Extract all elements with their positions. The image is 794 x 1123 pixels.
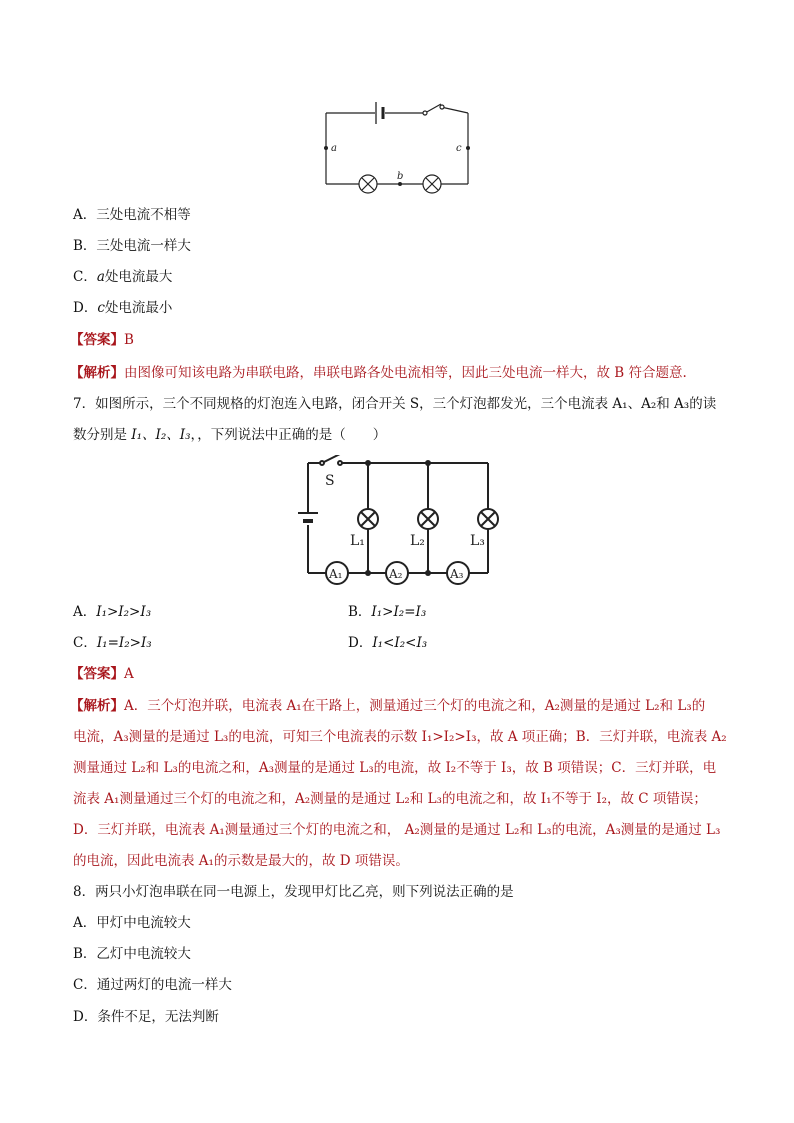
q6-option-b: B．三处电流一样大 — [73, 238, 191, 254]
switch-icon — [320, 455, 342, 465]
point-label-c: c — [456, 143, 462, 154]
switch-label: S — [325, 473, 335, 489]
q6-option-d: D．c处电流最小 — [73, 300, 173, 316]
lamp-label-l2: L₂ — [410, 533, 425, 549]
q7-option-d: D．I₁<I₂<I₃ — [348, 635, 428, 651]
point-label-a: a — [331, 143, 337, 154]
series-circuit-diagram — [318, 98, 478, 194]
switch-icon — [423, 104, 444, 115]
q7-analysis-line5: D．三灯并联，电流表 A₁测量通过三个灯的电流之和， A₂测量的是通过 L₂和 L₃的电流，A₃测量的是通过 L₃ — [73, 822, 721, 838]
q7-option-b: B．I₁>I₂=I₃ — [348, 604, 427, 620]
q6-option-c: C．a处电流最大 — [73, 269, 173, 285]
q7-answer: 【答案】A — [70, 666, 134, 682]
ammeter-label-a1: A₁ — [329, 567, 343, 581]
ammeter-label-a3: A₃ — [450, 567, 464, 581]
q8-option-c: C．通过两灯的电流一样大 — [73, 977, 232, 993]
q7-analysis-line6: 的电流，因此电流表 A₁的示数是最大的，故 D 项错误。 — [73, 853, 409, 869]
q7-analysis-line1: 【解析】A．三个灯泡并联，电流表 A₁在干路上，测量通过三个灯的电流之和，A₂测量的是通过 L₂和 L₃的 — [70, 698, 706, 714]
battery-icon — [376, 102, 383, 124]
battery-icon — [298, 513, 318, 521]
ammeter-label-a2: A₂ — [389, 567, 403, 581]
q7-stem-line2: 数分别是 I₁、I₂、I₃，，下列说法中正确的是（ ） — [73, 427, 387, 443]
q8-option-a: A．甲灯中电流较大 — [73, 915, 191, 931]
q7-option-a: A．I₁>I₂>I₃ — [73, 604, 152, 620]
lamp-icon — [478, 509, 498, 529]
point-label-b: b — [397, 171, 404, 182]
q7-stem-line1: 7．如图所示，三个不同规格的灯泡连入电路，闭合开关 S，三个灯泡都发光，三个电流表 A₁、A₂和 A₃的读 — [73, 396, 717, 412]
q8-stem: 8．两只小灯泡串联在同一电源上，发现甲灯比乙亮，则下列说法正确的是 — [73, 884, 514, 900]
lamp-label-l3: L₃ — [470, 533, 485, 549]
q7-analysis-line4: 流表 A₁测量通过三个灯的电流之和，A₂测量的是通过 L₂和 L₃的电流之和，故 I₁不等于 I₂，故 C 项错误； — [73, 791, 707, 807]
q6-answer: 【答案】B — [70, 332, 134, 348]
lamp-icon — [418, 509, 438, 529]
parallel-circuit-diagram — [290, 455, 500, 585]
lamp-icon — [423, 175, 441, 193]
q6-option-a: A．三处电流不相等 — [73, 207, 191, 223]
q6-analysis: 【解析】由图像可知该电路为串联电路，串联电路各处电流相等，因此三处电流一样大，故 B 符合题意. — [70, 365, 687, 381]
q7-analysis-line2: 电流，A₃测量的是通过 L₃的电流，可知三个电流表的示数 I₁>I₂>I₃，故 A 项正确；B．三灯并联，电流表 A₂ — [73, 729, 727, 745]
q7-option-c: C．I₁=I₂>I₃ — [73, 635, 152, 651]
q7-analysis-line3: 测量通过 L₂和 L₃的电流之和，A₃测量的是通过 L₃的电流，故 I₂不等于 I₃，故 B 项错误；C．三灯并联，电 — [73, 760, 717, 776]
lamp-icon — [358, 509, 378, 529]
q8-option-b: B．乙灯中电流较大 — [73, 946, 191, 962]
lamp-icon — [359, 175, 377, 193]
lamp-label-l1: L₁ — [350, 533, 365, 549]
q8-option-d: D．条件不足，无法判断 — [73, 1009, 219, 1025]
